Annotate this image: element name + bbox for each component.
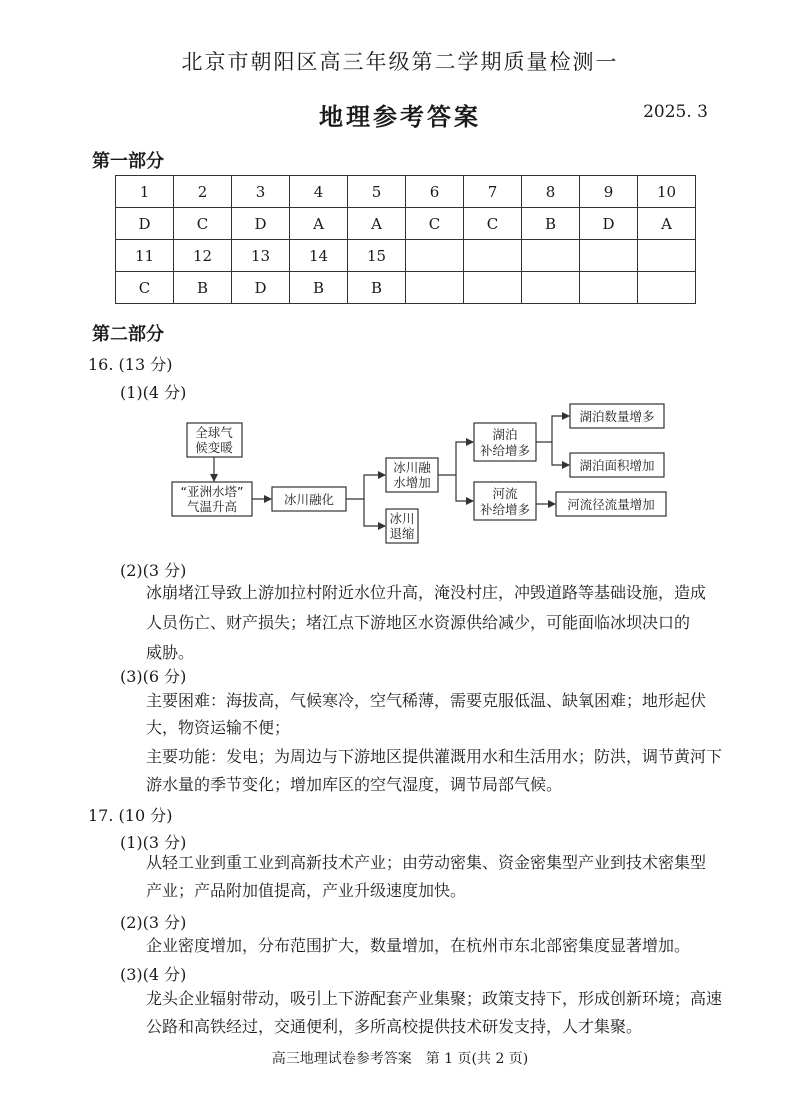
label-lake-supply-2: 补给增多 bbox=[479, 443, 531, 458]
q16-part3-line1: 主要困难：海拔高，气候寒冷，空气稀薄，需要克服低温、缺氧困难；地形起伏 bbox=[146, 691, 707, 710]
q17-part2-line1: 企业密度增加，分布范围扩大，数量增加，在杭州市东北部密集度显著增加。 bbox=[146, 936, 691, 955]
label-meltwater-1: 冰川融 bbox=[393, 460, 431, 475]
question-number-cell: 12 bbox=[174, 240, 232, 272]
label-global-warming-1: 全球气 bbox=[195, 425, 233, 440]
label-lake-count: 湖泊数量增多 bbox=[579, 409, 655, 424]
answer-cell: B bbox=[290, 272, 348, 304]
q16-heading: 16. (13 分) bbox=[88, 355, 173, 374]
question-number-cell: 5 bbox=[348, 176, 406, 208]
label-asia-1: “亚洲水塔” bbox=[180, 484, 244, 499]
answer-cell: A bbox=[290, 208, 348, 240]
part2-heading: 第二部分 bbox=[92, 324, 164, 345]
label-lake-supply-1: 湖泊 bbox=[492, 427, 518, 442]
question-number-cell: 8 bbox=[522, 176, 580, 208]
label-lake-area: 湖泊面积增加 bbox=[579, 458, 655, 473]
question-number-cell: 10 bbox=[638, 176, 696, 208]
q16-part2-line1: 冰崩堵江导致上游加拉村附近水位升高，淹没村庄，冲毁道路等基础设施，造成 bbox=[146, 583, 707, 602]
question-number-cell: 13 bbox=[232, 240, 290, 272]
q16-part3-line3: 主要功能：发电；为周边与下游地区提供灌溉用水和生活用水；防洪，调节黄河下 bbox=[146, 747, 723, 766]
answer-cell: D bbox=[116, 208, 174, 240]
question-number-cell: 14 bbox=[290, 240, 348, 272]
label-global-warming-2: 候变暖 bbox=[195, 440, 233, 455]
arrow-melt-to-retreat bbox=[364, 499, 385, 526]
arrow-meltwater-to-river bbox=[456, 475, 473, 501]
q17-heading: 17. (10 分) bbox=[88, 806, 173, 825]
answer-cell: C bbox=[464, 208, 522, 240]
question-number-cell: 1 bbox=[116, 176, 174, 208]
q17-part1-line2: 产业；产品附加值提高，产业升级速度加快。 bbox=[146, 881, 467, 900]
q16-part2-line3: 威胁。 bbox=[146, 643, 195, 662]
q17-part2-label: (2)(3 分) bbox=[120, 913, 187, 932]
q17-part1-line1: 从轻工业到重工业到高新技术产业；由劳动密集、资金密集型产业到技术密集型 bbox=[146, 853, 707, 872]
answer-cell: C bbox=[174, 208, 232, 240]
answer-cell: B bbox=[174, 272, 232, 304]
answer-cell: A bbox=[348, 208, 406, 240]
answer-cell: B bbox=[522, 208, 580, 240]
q16-part1-label: (1)(4 分) bbox=[120, 383, 187, 402]
document-date: 2025. 3 bbox=[643, 102, 708, 122]
answer-cell: D bbox=[232, 272, 290, 304]
label-river-flow: 河流径流量增加 bbox=[567, 497, 655, 512]
question-number-cell: 2 bbox=[174, 176, 232, 208]
question-number-cell: 6 bbox=[406, 176, 464, 208]
exam-title: 北京市朝阳区高三年级第二学期质量检测一 bbox=[181, 50, 619, 74]
document-title: 地理参考答案 bbox=[319, 102, 481, 131]
q16-part2-label: (2)(3 分) bbox=[120, 561, 187, 580]
label-glacier-melt: 冰川融化 bbox=[283, 492, 335, 507]
answer-cell: C bbox=[406, 208, 464, 240]
q16-part2-line2: 人员伤亡、财产损失；堵江点下游地区水资源供给减少，可能面临冰坝决口的 bbox=[146, 613, 691, 632]
label-retreat-2: 退缩 bbox=[389, 526, 415, 541]
arrow-lake-to-area bbox=[552, 442, 569, 465]
arrow-lake-to-count bbox=[536, 416, 569, 442]
part1-heading: 第一部分 bbox=[92, 151, 164, 172]
arrow-melt-to-meltwater bbox=[346, 475, 385, 499]
q17-part3-line2: 公路和高铁经过，交通便利，多所高校提供技术研发支持，人才集聚。 bbox=[146, 1017, 643, 1036]
question-number-cell: 9 bbox=[580, 176, 638, 208]
answer-cell: A bbox=[638, 208, 696, 240]
answer-cell: C bbox=[116, 272, 174, 304]
question-number-cell: 7 bbox=[464, 176, 522, 208]
q16-part3-label: (3)(6 分) bbox=[120, 667, 187, 686]
label-river-supply-2: 补给增多 bbox=[479, 502, 531, 517]
answer-cell: B bbox=[348, 272, 406, 304]
label-asia-2: 气温升高 bbox=[186, 499, 238, 514]
q17-part3-line1: 龙头企业辐射带动，吸引上下游配套产业集聚；政策支持下，形成创新环境；高速 bbox=[146, 989, 723, 1008]
label-river-supply-1: 河流 bbox=[492, 486, 518, 501]
answer-cell: D bbox=[580, 208, 638, 240]
q16-part3-line2: 大，物资运输不便； bbox=[146, 718, 291, 737]
q16-part3-line4: 游水量的季节变化；增加库区的空气湿度，调节局部气候。 bbox=[146, 775, 563, 794]
arrow-meltwater-to-lake bbox=[438, 442, 473, 475]
question-number-cell: 15 bbox=[348, 240, 406, 272]
question-number-cell: 3 bbox=[232, 176, 290, 208]
question-number-cell: 4 bbox=[290, 176, 348, 208]
question-number-cell: 11 bbox=[116, 240, 174, 272]
label-meltwater-2: 水增加 bbox=[393, 475, 431, 490]
label-retreat-1: 冰川 bbox=[389, 511, 415, 526]
page-footer: 高三地理试卷参考答案 第 1 页(共 2 页) bbox=[271, 1051, 529, 1067]
answer-cell: D bbox=[232, 208, 290, 240]
q17-part1-label: (1)(3 分) bbox=[120, 833, 187, 852]
q17-part3-label: (3)(4 分) bbox=[120, 965, 187, 984]
